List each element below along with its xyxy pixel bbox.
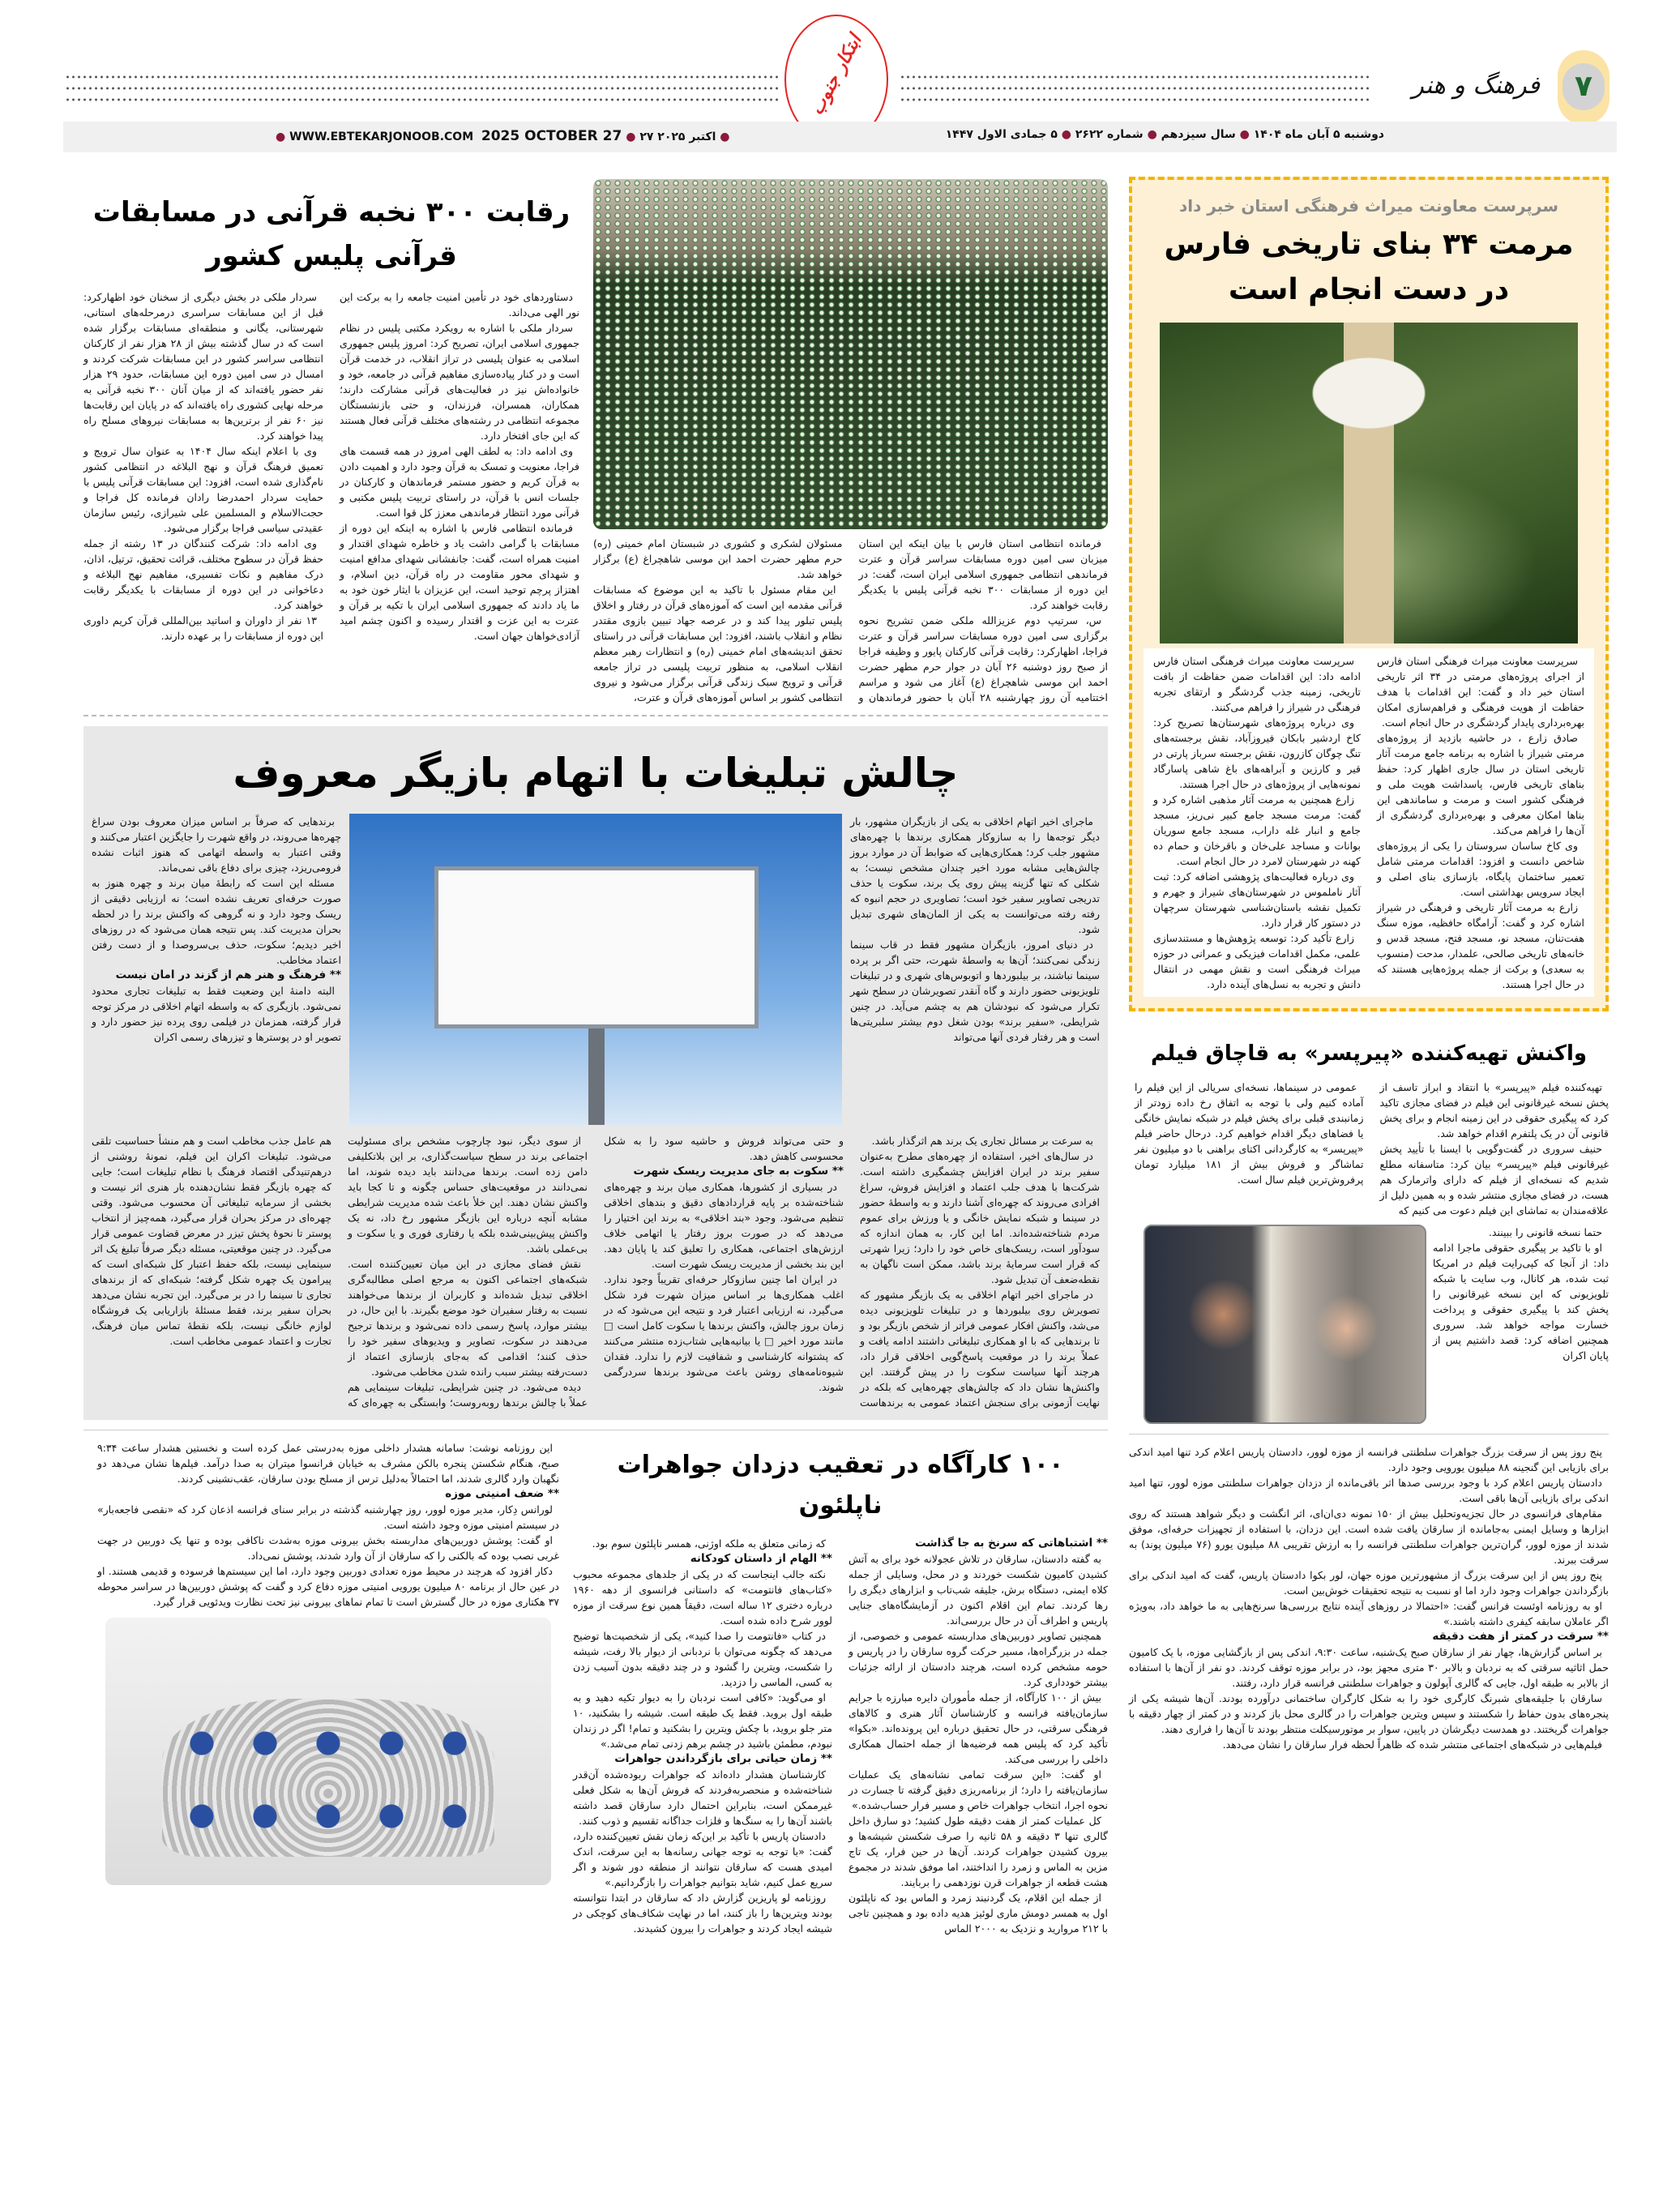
paragraph: او به روزنامه اوئست فرانس گفت: «احتمالا در روزهای آینده نتایج بررسی‌ها سرنخ‌هایی به ما خواهد داد، به‌ویژه اگر عاملان سابقه کیفری داشته باشند.» [1129,1600,1609,1627]
ads-article [83,726,1108,1420]
paragraph: برندهایی که صرفاً بر اساس میزان معروف بودن سراغ چهره‌ها می‌روند، در واقع شهرت را جایگزین اعتبار می‌کنند و وقتی اعتبار به واسطه اتهامی که هنوز اثبات نشده فرومی‌ریزد، چیزی برای دفاع باقی نمی‌ماند. [92,815,341,874]
louvre-headline: ۱۰۰ کارآگاه در تعقیب دزدان جواهرات ناپلئون [617,1451,1064,1520]
louvre-article [83,1440,1108,1936]
paragraph: پنج روز پس از این سرقت بزرگ از مشهورترین موزه جهان، لور بکوا دادستان پاریس، گفت که امید اندکی برای بازگرداندن جواهرات وجود دارد اما او نسبت به نتیجه تحقیقات خوش‌بین است. [1129,1569,1609,1597]
paragraph: سرپرست معاونت میراث فرهنگی استان فارس از اجرای پروژه‌های مرمتی در ۳۴ اثر تاریخی استان خبر داد و گفت: این اقدامات با هدف حفاظت از هویت فرهنگی و فراهم‌سازی امکان بهره‌برداری پایدار گردشگری در حال انجام است. [1377,655,1584,729]
jeweled-tiara-photo [105,1618,551,1885]
right-area [1129,158,1609,1752]
paragraph: وی ادامه داد: شرکت کنندگان در ۱۳ رشته از جمله حفظ قرآن در سطوح مختلف، قرائت تحقیق، ترتیل، اذان، درک مفاهیم و نکات تفسیری، مفاهیم نهج البلاغه و دعاخوانی در این دوره از مسابقات با یکدیگر رقابت خواهند کرد. [83,537,323,611]
louvre-middle-columns [573,1536,1108,1936]
ads-top-row [92,814,1100,1125]
paragraph: همچنین تصاویر دوربین‌های مداربسته عمومی و خصوصی، از جمله در بزرگراه‌ها، مسیر حرکت گروه سارقان را در پاریس و حومه مشخص کرده است، هرچند دادستان از ارائه جزئیات بیشتر خودداری کرد. [849,1630,1108,1688]
divider [1129,1434,1609,1435]
logo-text: ابتکار جنوب [806,31,866,119]
ceremony-crowd-photo [593,179,1108,529]
bullet-icon: ● [1061,128,1072,141]
blank-billboard-photo [349,814,842,1125]
paragraph: زارع به مرمت آثار تاریخی و فرهنگی در شیراز اشاره کرد و گفت: آرامگاه حافظیه، موزه سنگ هفت‌تنان، مسجد نو، مسجد فتح، مسجد قدس و خانه‌های تاریخی صالحی، علمدار، مدحت (منسوب به سعدی) و برکت از جمله پروژه‌هایی هستند که در حال اجرا هستند. [1377,901,1584,990]
section-title: فرهنگ و هنر [1412,71,1540,100]
article-headline: چالش تبلیغات با اتهام بازیگر معروف [233,750,959,797]
paragraph: زارع تأکید کرد: توسعه پژوهش‌ها و مستندسازی علمی، مکمل اقدامات فیزیکی و عمرانی در حوزه میراث فرهنگی است و نقش مهمی در انتقال دانش و تجربه به نسل‌های آینده دارد. [1153,932,1361,990]
paragraph: دادستان پاریس اعلام کرد با وجود بررسی صدها اثر باقی‌مانده از دزدان جواهرات سلطنتی موزه لوور، تنها امید اندکی برای بازیابی آن‌ها باقی است. [1129,1477,1609,1504]
quran-article-body [83,289,579,643]
paragraph: سردار ملکی با اشاره به رویکرد مکتبی پلیس در نظام جمهوری اسلامی ایران، تصریح کرد: امروز پلیس جمهوری اسلامی به عنوان پلیسی در تراز انقلاب، در خدمت قرآن است و در کنار پیاده‌سازی مفاهیم قرآنی در جامعه، خود و خانواده‌اش نیز در فعالیت‌های قرآنی مشارکت دارند؛ همکاران، همسران، فرزندان، و حتی بازنشستگان مجموعه انتظامی در رشته‌های مختلف قرآنی فعال هستند که این جای افتخار دارد. [340,322,579,442]
paragraph: در سال‌های اخیر، استفاده از چهره‌های مطرح به‌عنوان سفیر برند در ایران افزایش چشمگیری داشته است. شرکت‌ها با هدف جلب اعتماد و افزایش فروش، سراغ افرادی می‌روند که چهره‌ای آشنا دارند و به واسطهٔ حضور در سینما و شبکه نمایش خانگی و یا ورزش برای عموم مردم شناخته‌شده‌اند. اما این کار، به همان اندازه که سودآور است، ریسک‌های خاص خود را دارد؛ زیرا شهرتی که قرار است سرمایهٔ برند باشد، ممکن است ناگهان به نقطه‌ضعف آن تبدیل شود. [860,1150,1100,1285]
heritage-article [1129,177,1609,1011]
quran-article [83,179,579,643]
paragraph: وی درباره فعالیت‌های پژوهشی اضافه کرد: ثبت آثار ناملموس در شهرستان‌های شیراز و جهرم و تکمیل نقشه باستان‌شناسی شهرستان سرچهان در دستور کار قرار دارد. [1153,870,1361,929]
paragraph: سرپرست معاونت میراث فرهنگی استان فارس ادامه داد: این اقدامات ضمن حفاظت از بافت تاریخی، زمینه جذب گردشگر و ارتقای تجربه فرهنگی در شیراز را فراهم می‌کنند. [1153,655,1361,713]
paragraph: البته دامنهٔ این وضعیت فقط به تبلیغات تجاری محدود نمی‌شود. بازیگری که به واسطه اتهام اخلاقی در مرکز توجه قرار گرفته، همزمان در فیلمی روی پرده نیز حضور دارد و تصویر او در پوسترها و تیزرهای رسمی اکران [92,985,341,1043]
paragraph: فرمانده انتظامی فارس با اشاره به اینکه این دوره از مسابقات با گرامی داشت یاد و خاطره شهدای اقتدار و امنیت همراه است، گفت: جانفشانی شهدای مدافع امنیت و شهدای محور مقاومت در راه قرآن، دین اسلام، و اهتزاز پرچم توحید است، این عزیزان با ایثار خون خود به ما یاد دادند که جمهوری اسلامی ایران با تکیه بر قرآن و عترت به این عزت و اقتدار رسیده و اکنون چشم امید آزادی‌خواهان جهان است. [340,522,579,642]
article-headline [1144,222,1594,313]
paragraph: پنج روز پس از سرقت بزرگ جواهرات سلطنتی فرانسه از موزه لوور، دادستان پاریس اعلام کرد تنها امید اندکی برای بازیابی این گنجینه ۸۸ میلیون یورویی وجود دارد. [1129,1446,1609,1473]
date-persian: دوشنبه ۵ آبان ماه ۱۴۰۴ [1253,128,1384,141]
billboard-panel [438,870,755,1024]
paragraph: در دنیای امروز، بازیگران مشهور فقط در قاب سینما زندگی نمی‌کنند؛ آن‌ها به واسطهٔ شهرت، حتی اگر بر پرده سینما نباشند، بر بیلبوردها و اتوبوس‌های شهری و در تبلیغات تلویزیونی حضور دارند و گاه آنقدر تصویرشان در سطح شهر تکرار می‌شود که نبودشان هم به چشم می‌آید. در چنین شرایطی، «سفیر برند» بودن شغل دوم بیشتر سلبریتی‌ها است و هر رفتار فردی آنها می‌تواند [850,939,1100,1043]
paragraph: فرمانده انتظامی استان فارس با بیان اینکه این استان میزبان سی امین دوره مسابقات سراسر قرآن و عترت فرماندهی انتظامی جمهوری اسلامی ایران است، گفت: در این دوره از مسابقات ۳۰۰ نخبه قرآنی پلیس با یکدیگر رقابت خواهند کرد. [858,537,1109,611]
bullet-icon: ● [1239,128,1250,141]
paragraph: این روزنامه نوشت: سامانه هشدار داخلی موزه به‌درستی عمل کرده است و نخستین هشدار ساعت ۹:۳۴ صبح، هنگام شکستن پنجره بالکن مشرف به خیابان فرانسوا میتران به صدا درآمد. فیلم‌ها نشان می‌دهد دو نگهبان وارد گالری شدند، اما احتمالاً به‌دلیل ترس از مسلح بودن سارقان، عقب‌نشینی کردند. [97,1442,559,1485]
paragraph: س، سرتیپ دوم عزیزالله ملکی ضمن تشریح نحوه برگزاری سی امین دوره مسابقات سراسر قرآن و عترت فراجا، اظهارکرد: رقابت قرآنی کارکنان پایور و وظیفه فراجا از صبح روز دوشنبه ۲۶ آبان در جوار حرم مطهر حضرت احمد ابن موسی شاهچراغ (ع) آغاز می شود و مراسم اختتامیه آن روز چهارشنبه ۲۸ آبان با حضور فرماندهان و مسئولان لشکری و کشوری در شبستان امام خمینی (ره) حرم مطهر حضرت احمد ابن موسی شاهچراغ (ع) برگزار خواهد شد. [593,537,1108,703]
date-gregorian-fa: ۲۷ اکتبر ۲۰۲۵ [639,130,716,143]
date-gregorian-en: 2025 OCTOBER 27 [481,128,622,144]
paragraph: وی درباره پروژه‌های شهرستان‌ها تصریح کرد: کاخ اردشیر بابکان فیروزآباد، نقش برجسته‌های تنگ چوگان کازرون، نقش برجسته سرباز پارتی در قیر و کارزین و آبراهه‌های باغ شاهی پاسارگاد نمونه‌هایی از پروژه‌های در حال اجرا هستند. [1153,716,1361,790]
paragraph: نکته جالب اینجاست که در یکی از جلدهای مجموعه محبوب «کتاب‌های فانتومت» که داستانی فرانسوی از دهه ۱۹۶۰ درباره دختری ۱۲ ساله است، دقیقاً همین نوع سرقت از موزه لوور شرح داده شده است. [573,1568,833,1627]
paragraph: این مقام مسئول با تاکید به این موضوع که مسابقات قرآنی مقدمه این است که آموزه‌های قرآن در رفتار و اخلاق پلیس تبلور پیدا کند و در عرصه جهاد تبیین بازوی مقتدر نظام و انقلاب باشند، افزود: این مسابقات قرآنی در راستای تحقق اندیشه‌های امام خمینی (ره) و انتظارات رهبر معظم انقلاب اسلامی، به منظور تربیت پلیسی در تراز جامعه قرآنی و ترویج سبک زندگی قرآنی برگزار می‌شود و نیروی انتظامی کشور بر اساس آموزه‌های قرآن و عترت، [593,584,843,703]
paragraph: دادستان پاریس با تأکید بر این‌که زمان نقش تعیین‌کننده دارد، گفت: «با توجه به توجه جهانی رسانه‌ها به این سرقت، اندک امیدی هست که سارقان نتوانند از منطقه دور شوند و اگر سریع عمل کنیم، شاید بتوانیم جواهرات را بازگردانیم.» [573,1830,832,1888]
article-body-right [850,814,1100,1045]
paragraph: دکار افزود که هرچند در محیط موزه تعدادی دوربین وجود دارد، اما این سیستم‌ها فرسوده و قدیمی هستند. او در عین حال از برنامه ۸۰ میلیون یورویی امنیتی موزه دفاع کرد و گفت که پوشش دوربین‌ها در سراسر محوطه ۳۷ هکتاری موزه در حال گسترش است تا تمام نماهای بیرونی نیز تحت نظارت ویدئویی قرار گیرد. [97,1565,559,1608]
paragraph: نقش فضای مجازی در این میان تعیین‌کننده است. شبکه‌های اجتماعی اکنون به مرجع اصلی مطالبه‌گری اخلاقی تبدیل شده‌اند و کاربران از برندها می‌خواهند نسبت به رفتار سفیران خود موضع بگیرند. با این حال، در بیشتر موارد، پاسخ رسمی داده نمی‌شود و برندها ترجیح می‌دهند در سکوت، تصاویر و ویدیوهای سفیر خود را حذف کنند؛ اقدامی که به‌جای بازسازی اعتماد از دست‌رفته بیشتر سبب رانده شدن مخاطب می‌شود. [348,1258,588,1378]
masthead [0,0,1680,158]
quran-headline [83,190,579,278]
paragraph: سردار ملکی در بخش دیگری از سخنان خود اظهارکرد: قبل از این مسابقات سراسری درمرحله‌های استانی، شهرستانی، یگانی و منطقه‌ای مسابقات برگزار شده است که در سال گذشته بیش از ۲۸ هزار نفر از کارکنان انتظامی سراسر کشور در این مسابقات شرکت کردند و امسال در سی امین دوره این مسابقات، حدود ۲۹ هزار نفر حضور یافته‌اند که از میان آنان ۳۰۰ نخبه قرآنی به مرحله نهایی کشوری راه یافته‌اند که در پایان این رقابت‌ها نیز ۶۰ نفر از برترین‌ها به مسابقات نیروهای مسلح راه پیدا خواهند کرد. [83,291,324,442]
article-body-bottom [92,1133,1100,1410]
film-still-actors-photo [1144,1225,1426,1424]
paragraph: تهیه‌کننده فیلم «پیرپسر» با انتقاد و ابراز تاسف از پخش نسخه غیرقانونی این فیلم در فضای مجازی تاکید کرد که پیگیری حقوقی در این زمینه انجام و برای پخش قانونی آن در یک پلتفرم اقدام خواهد شد. [1379,1081,1609,1139]
paragraph: کارشناسان هشدار داده‌اند که جواهرات ربوده‌شده آن‌قدر شناخته‌شده و منحصربه‌فردند که فروش آن‌ها به شکل فعلی غیرممکن است، بنابراین احتمال دارد سارقان قصد داشته باشند آن‌ها را به سنگ‌ها و فلزات جداگانه تقسیم و ذوب کنند. [573,1768,832,1827]
paragraph: در کتاب «فانتومت را صدا کنید»، یکی از شخصیت‌ها توضیح می‌دهد که چگونه می‌توان با نردبانی از دیوار بالا رفت، شیشه را شکست، ویترین را گشود و در چند دقیقه بدون آسیب زدن به کسی، الماسی را دزدید. [573,1630,832,1688]
paragraph: کل عملیات کمتر از هفت دقیقه طول کشید؛ دو سارق داخل گالری تنها ۳ دقیقه و ۵۸ ثانیه را صرف شکستن شیشه‌ها و بیرون کشیدن جواهرات کردند. آن‌ها در حین فرار، یک تاج مزین به الماس و زمرد را انداختند، اما موفق شدند در مجموع هشت قطعه از جواهرات قرن نوزدهمی را بربایند. [849,1815,1108,1888]
article-body-left [92,814,341,1045]
paragraph: ماجرای اخیر اتهام اخلاقی به یکی از بازیگران مشهور، بار دیگر توجه‌ها را به سازوکار همکاری برندها با چهره‌های مشهور جلب کرد؛ همکاری‌هایی که ضوابط آن در موارد بروز چالش‌هایی مشابه مورد اخیر چندان مشخص نیست؛ به شکلی که تنها گزینه پیش روی یک برند، سکوت یا حذف تدریجی تصاویر سفیر خود است؛ تصاویری در حجم انبوه که رفته رفته می‌توانست به یکی از المان‌های شهری تبدیل شود. [850,815,1100,935]
paragraph: او با تاکید بر پیگیری حقوقی ماجرا ادامه داد: از آنجا که کپی‌رایت فیلم در امریکا ثبت شده، هر کانال، وب سایت یا شبکه تلویزیونی که این نسخه غیرقانونی را پخش کند با پیگیری حقوقی و پرداخت خسارت مواجه خواهد شد. سروری همچنین اضافه کرد: قصد داشتیم پس از پایان اکران [1433,1242,1609,1362]
subheading: ** زمان حیاتی برای بازگرداندن جواهرات [614,1752,832,1765]
divider [83,715,1108,716]
paragraph: دستاوردهای خود در تأمین امنیت جامعه را به برکت این نور الهی می‌داند. [340,291,579,319]
garden-pavilion-photo [1160,323,1578,643]
paragraph: زارع همچنین به مرمت آثار مذهبی اشاره کرد و گفت: مرمت مسجد جامع کبیر نی‌ریز، مسجد جامع و انبار غله داراب، مسجد جامع سوریان بوانات و مساجد علی‌خان و باقرخان و حمام ده کهنه در شهرستان لامرد در حال انجام است. [1153,793,1361,867]
louvre-article-body-mid-left [573,1536,832,1936]
bullet-icon: ● [1147,128,1157,141]
film-article-body [1129,1080,1609,1218]
left-area [83,158,1108,1936]
headline-line: مرمت ۳۴ بنای تاریخی فارس [1164,228,1574,261]
subheading: ** سکوت به جای مدیریت ریسک شهرت [633,1165,844,1178]
bullet-icon: ● [626,130,636,143]
quran-photo-block [593,179,1108,705]
page-number-badge [1558,50,1609,125]
subheading: ** ضعف امنیتی موزه [445,1487,559,1500]
date-hijri: ۵ جمادی الاول ۱۴۴۷ [945,128,1058,141]
paragraph: او می‌گوید: «کافی است نردبان را به دیوار تکیه دهید و به طبقه اول بروید. فقط یک طبقه است. شیشه را بشکنید، ۱۰ متر جلو بروید، با چکش ویترین را بشکنید و تمام! اگر در زندان نبودم، مطمئن باشید در چشم برهم زدنی تمام می‌شد.» [573,1691,832,1750]
paragraph: به گفته دادستان، سارقان در تلاش عجولانه خود برای به آتش کشیدن کامیون شکست خوردند و در محل، وسایلی از جمله کلاه ایمنی، دستگاه برش، جلیقه شب‌تاب و ابزارهای دیگری را رها کردند. تمام این اقلام اکنون در آزمایشگاه‌های جنایی پاریس و اطراف آن در حال بررسی‌اند. [849,1553,1108,1627]
headline-line: رقابت ۳۰۰ نخبه قرآنی در مسابقات [92,196,571,229]
subheading: ** الهام از داستان کودکانه [690,1552,832,1565]
page-number: ۷ [1562,63,1605,110]
louvre-article-body-mid-right [849,1536,1108,1936]
film-article [1129,1036,1609,1424]
paragraph: وی ادامه داد: به لطف الهی امروز در همه قسمت های فراجا، معنویت و تمسک به قرآن وجود دارد و اهمیت دادن به قرآن کریم و حضور مستمر فرماندهان و کارکنان در جلسات انس با قرآن، در راستای تربیت پلیس مکتبی و قرآنی مورد انتظار فرماندهی معزز کل قوا است. [340,445,579,519]
film-photo-row [1129,1225,1609,1424]
paragraph: از جمله این اقلام، یک گردنبند زمرد و الماس بود که ناپلئون اول به همسر دومش ماری لوئیز هدیه داده بود و همچنین تاجی با ۲۱۲ مروارید و نزدیک به ۲۰۰۰ الماس [849,1892,1108,1935]
paragraph: در بسیاری از کشورها، همکاری میان برند و چهره‌های شناخته‌شده بر پایه قراردادهای دقیق و بندهای اخلاقی تنظیم می‌شود. وجود «بند اخلاقی» به برند این اختیار را می‌دهد که در صورت بروز رفتار یا اتهامی خلاف ارزش‌های اجتماعی، همکاری را تعلیق کند یا پایان دهد. این بند بخشی از مدیریت ریسک شهرت است. [604,1181,844,1270]
paragraph: صادق زارع ، در حاشیه بازدید از پروژه‌های مرمتی شیراز با اشاره به برنامه جامع مرمت آثار تاریخی استان در سال جاری اظهار کرد: حفظ بناهای تاریخی فارس، پاسداشت هویت ملی و فرهنگی کشور است و مرمت و ساماندهی این بناها امکان معرفی و بهره‌برداری گردشگری از آن‌ها را فراهم می‌کند. [1377,732,1584,836]
page-body [0,158,1680,1936]
top-band [83,179,1108,705]
paragraph: مقام‌های فرانسوی در حال تجزیه‌وتحلیل بیش از ۱۵۰ نمونه دی‌ان‌ای، اثر انگشت و دیگر شواهد هستند که روی ابزارها و وسایل ایمنی به‌جامانده از سارقان یافت شده است. این دزدان، با استفاده از تجهیزات حرفه‌ای، موفق شدند از موزه لوور، گران‌ترین جواهرات سلطنتی فرانسه را به ارزش تقریبی ۸۸ میلیون یورو (۷۶ میلیون پوند) به سرقت ببرند. [1129,1507,1609,1566]
paragraph: در ماجرای اخیر اتهام اخلاقی به یک بازیگر مشهور که تصویرش روی بیلبوردها و در تبلیغات تلویزیونی دیده می‌شد، واکنش افکار عمومی فراتر از شخص بازیگر بود و تا برندهایی که با او همکاری تبلیغاتی داشتند ادامه یافت و عملاً برند را در موقعیت پاسخ‌گویی اخلاقی قرار داد، هرچند آنها سیاست سکوت را در پیش گرفتند. این واکنش‌ها نشان داد که چالش‌های چهره‌هایی که بلکه در نهایت آزمونی برای سنجش اعتماد عمومی به برندهاست و حتی می‌تواند فروش و حاشیه سود را به شکل محسوسی کاهش دهد. [604,1135,1100,1409]
article-kicker: سرپرست معاونت میراث فرهنگی استان خبر داد [1178,196,1559,216]
article-body [1144,648,1594,997]
issue-number: شماره ۲۶۲۲ [1075,128,1144,141]
paragraph: او گفت: پوشش دوربین‌های مداربسته بخش بیرونی موزه به‌شدت ناکافی بوده و تنها یک دوربین در جهت غربی نصب بوده که بالکنی را که سارقان از آن وارد شدند، پوشش نمی‌داد. [97,1534,559,1562]
bullet-icon: ● [276,130,286,143]
quran-photo-caption-body [593,536,1108,705]
paragraph: دیده می‌شود. در چنین شرایطی، تبلیغات سینمایی هم عملاً با چالش برندها روبه‌روست؛ وابستگی به چهره‌ای که هم عامل جذب مخاطب است و هم منشأ حساسیت تلقی می‌شود. تبلیغات اکران این فیلم، نمونهٔ روشنی از درهم‌تنیدگی اقتصاد فرهنگ با نظام تبلیغات است؛ جایی که چهره بازیگر فقط نشان‌دهنده بار هنری اثر نیست و بخشی از سرمایه تبلیغاتی آن محسوب می‌شود. وقتی چهره‌ای در مرکز بحران قرار می‌گیرد، همه‌چیز از انتخاب پوستر تا نحوهٔ پخش تیزر در معرض قضاوت عمومی قرار می‌گیرد. در چنین موقعیتی، مسئله دیگر صرفاً تبلیغ یک اثر سینمایی نیست، بلکه حفظ اعتبار کل شبکه‌ای است که پیرامون یک چهره شکل گرفته؛ شبکه‌ای که از برندهای تجاری تا سینما را در بر می‌گیرد. این تجربه نشان می‌دهد بحران سفیر برند، فقط مسئلهٔ بازاریابی یک فروشگاه لوازم خانگی نیست، بلکه نقطهٔ تماس میان فرهنگ، تجارت و اعتماد عمومی مخاطب است. [92,1135,588,1409]
paragraph: حنیف سروری در گفت‌وگویی با ایسنا با تأیید پخش غیرقانونی فیلم «پیرپسر» بیان کرد: متاسفانه مطلع شدیم که نسخه‌ای از فیلم که دارای واترمارک هم هست، در فضای مجازی منتشر شده و به همین دلیل از علاقه‌مندان به تماشای این فیلم دعوت می کنیم که [1379,1143,1609,1216]
paragraph: سارقان با جلیقه‌های شبرنگ کارگری خود را به شکل کارگران ساختمانی درآورده بودند. آن‌ها شیشه یکی از پنجره‌های بدون حفاظ را شکستند و سپس ویترین جواهرات را در گالری محل باز کردند و در کمتر از چهار دقیقه با جواهرات گریختند. دو همدست دیگرشان در پایین، سوار بر موتورسیکلت منتظر بودند تا آن‌ها را فراری دهند. [1129,1692,1609,1735]
louvre-middle [573,1440,1108,1936]
film-article-body-side [1433,1225,1609,1363]
paragraph: ۱۳ نفر از داوران و اساتید بین‌المللی قرآن کریم داوری این دوره از مسابقات را بر عهده دارند. [83,614,323,642]
louvre-article-body-left [97,1440,559,1610]
paragraph: روزنامه لو پاریزین گزارش داد که سارقان در ابتدا نتوانسته بودند ویترین‌ها را باز کنند، اما در نهایت شکاف‌های کوچکی در شیشه ایجاد کردند و جواهرات را بیرون کشیدند. [573,1892,832,1935]
tiara-sapphires [170,1707,486,1849]
paragraph: وی کاخ ساسان سروستان را یکی از پروژه‌های شاخص دانست و افزود: اقدامات مرمتی شامل تعمیر ساختمان پایگاه، بازسازی بنای اصلی و ایجاد سرویس بهداشتی است. [1377,840,1584,898]
paragraph: از سوی دیگر، نبود چارچوب مشخص برای مسئولیت اجتماعی برند در سطح سیاست‌گذاری، بر این بلاتکلیفی دامن زده است. برندها می‌دانند باید دیده شوند، اما نمی‌دانند در موقعیت‌های حساس چگونه و تا کجا باید واکنش نشان دهند. این خلأ باعث شده مدیریت شرایطی مشابه آنچه درباره این بازیگر مشهور رخ داد، نه یک واکنش پیش‌بینی‌شده بلکه یا رفتاری فوری و یا سکوت و بی‌عملی باشد. [348,1135,588,1255]
headline-line: قرآنی پلیس کشور [206,240,457,272]
paragraph: به سرعت بر مسائل تجاری یک برند هم اثرگذار باشد. [871,1135,1093,1147]
paragraph: لورانس دِکار، مدیر موزه لوور، روز چهارشنبه گذشته در برابر سنای فرانسه اذعان کرد که «نقصی فاجعه‌بار» در سیستم امنیتی موزه وجود داشته است. [97,1503,559,1531]
paragraph: عمومی در سینماها، نسخه‌ای سریالی از این فیلم را آماده کنیم ولی با توجه به اتفاق رخ داده زودتر از زمانبندی قبلی برای پخش فیلم در شبکه نمایش خانگی یا فضاهای دیگر اقدام خواهیم کرد. درحال حاضر فیلم «پیرپسر» به کارگردانی اکتای براهنی با دو میلیون نفر تماشاگر و فروش بیش از ۱۸۱ میلیارد تومان پرفروش‌ترین فیلم سال است. [1135,1081,1364,1186]
billboard-post [588,1028,605,1125]
louvre-article-body-right [1129,1444,1609,1752]
paragraph: حتما نسخه قانونی را ببینند. [1488,1226,1602,1238]
paragraph: بیش از ۱۰۰ کارآگاه، از جمله مأموران دایره مبارزه با جرایم سازمان‌یافته فرانسه و کارشناسان آثار هنری و کالاهای فرهنگی سرقتی، در حال تحقیق درباره این پرونده‌اند. «بکوا» تأکید کرد که پلیس همه فرضیه‌ها از جمله احتمال همکاری داخلی را بررسی می‌کند. [849,1691,1108,1765]
paragraph: وی با اعلام اینکه سال ۱۴۰۴ به عنوان سال ترویج و تعمیق فرهنگ قرآن و نهج البلاغه در انتظامی کشور نام‌گذاری شده است، افزود: این مسابقات قرآنی پلیس با حمایت سردار احمدرضا رادان فرمانده کل فراجا و حجت‌الاسلام و المسلمین علی شیرازی، رئیس سازمان عقیدتی سیاسی فراجا برگزار می‌شود. [83,445,323,534]
paragraph: او گفت: «این سرقت تمامی نشانه‌های یک عملیات سازمان‌یافته را دارد؛ از برنامه‌ریزی دقیق گرفته تا جسارت در نحوه اجرا، انتخاب جواهرات خاص و مسیر فرار حساب‌شده.» [849,1768,1108,1811]
paragraph: بر اساس گزارش‌ها، چهار نفر از سارقان صبح یک‌شنبه، ساعت ۹:۳۰، اندکی پس از بازگشایی موزه، با یک کامیون حمل اثاثیه سرقتی که به نردبان و بالابر ۳۰ متری مجهز بود، در برابر موزه توقف کردند. دو نفر از آن‌ها با استفاده از بالابر به طبقه اول، جایی که گالری آپولون و جواهرات سلطنتی فرانسه قرار دارد، رفتند. [1129,1646,1609,1689]
date-line-latin [276,128,770,144]
subheading: ** اشتباهاتی که سرنخ به جا گذاشت [915,1537,1108,1550]
masthead-dot-pattern [900,71,1370,109]
paragraph: در ایران اما چنین سازوکار حرفه‌ای تقریباً وجود ندارد. اغلب همکاری‌ها بر اساس میزان شهرت فرد شکل می‌گیرد، نه ارزیابی اعتبار فرد و نتیجه این می‌شود که در زمان بروز چالش، واکنش برندها یا سکوت کامل است □ مانند مورد اخیر □ یا بیانیه‌هایی شتاب‌زده منتشر می‌کنند که پشتوانه کارشناسی و شفافیت لازم را ندارد. فقدان شیوه‌نامه‌های روشن باعث می‌شود برندها سردرگمی شوند. [604,1273,844,1393]
bullet-icon: ● [720,130,730,143]
paragraph: که زمانی متعلق به ملکه اوژنی، همسر ناپلئون سوم بود. [592,1537,826,1550]
paragraph: مسئله این است که رابطهٔ میان برند و چهره هنوز به صورت حرفه‌ای تعریف نشده است؛ نه ارزیابی دقیقی از ریسک وجود دارد و نه گروهی که واکنش برند را در لحظه بحران مدیریت کند. پس نتیجه همان می‌شود که در روزهای اخیر دیدیم؛ سکوت، حذف بی‌سروصدا و از دست رفتن اعتماد مخاطب. [92,877,341,966]
paragraph: فیلم‌هایی در شبکه‌های اجتماعی منتشر شده که ظاهراً لحظه فرار سارقان را نشان می‌دهد. [1222,1738,1602,1751]
film-headline: واکنش تهیه‌کننده «پیرپسر» به قاچاق فیلم [1150,1041,1588,1066]
subheading: ** سرقت در کمتر از هفت دقیقه [1432,1630,1609,1643]
subheading: ** فرهنگ و هنر هم از گزند در امان نیست [115,968,341,981]
masthead-dot-pattern [65,71,778,109]
volume: سال سیزدهم [1161,128,1236,141]
headline-line: در دست انجام است [1228,273,1510,306]
louvre-left-column [97,1440,559,1885]
website-link[interactable]: WWW.EBTEKARJONOOB.COM [289,130,474,143]
date-line-persian [898,128,1384,141]
